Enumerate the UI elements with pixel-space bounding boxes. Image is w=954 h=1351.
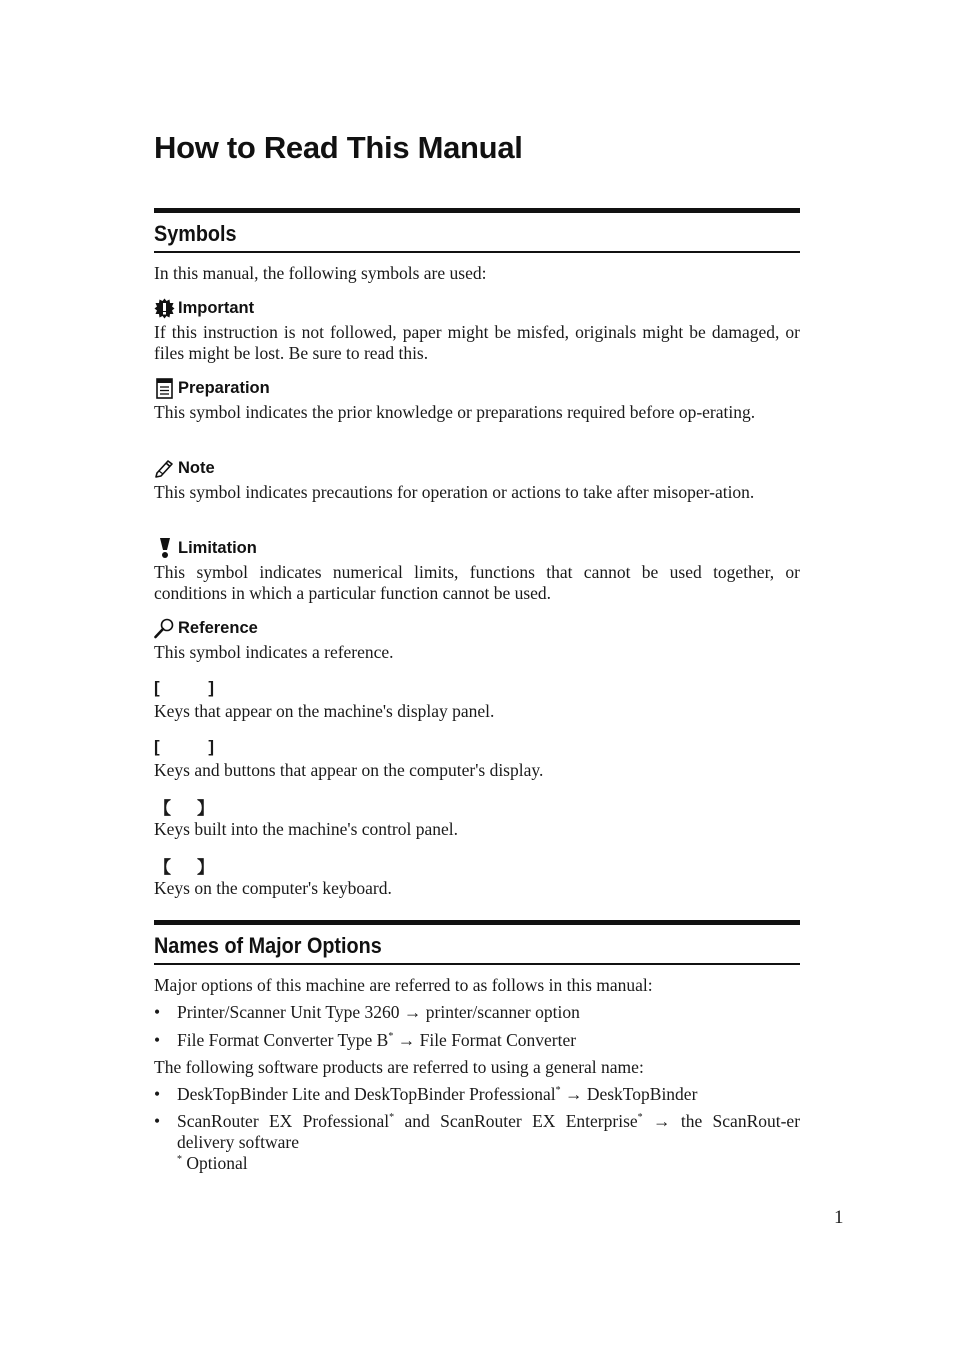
list-item: • Printer/Scanner Unit Type 3260 → printer/scanner option xyxy=(154,1002,580,1022)
bracket-open: [ xyxy=(154,737,160,756)
symbol-description-reference: This symbol indicates a reference. xyxy=(154,642,394,662)
options-section xyxy=(154,920,800,965)
symbol-label-text: Note xyxy=(178,458,215,477)
reference-icon xyxy=(154,617,175,639)
bracket-description: Keys built into the machine's control panel. xyxy=(154,819,458,839)
symbol-label-reference xyxy=(154,617,258,639)
bracket-description: Keys that appear on the machine's display panel. xyxy=(154,701,495,721)
symbol-label-text: Limitation xyxy=(178,538,257,557)
bracket-close: ] xyxy=(208,678,214,697)
symbol-label-text: Preparation xyxy=(178,378,270,397)
symbol-description-preparation: This symbol indicates the prior knowledge or preparations required before op-erating. xyxy=(154,402,756,422)
limitation-icon xyxy=(154,537,175,559)
bracket-control-panel xyxy=(154,796,214,816)
symbol-description-note: This symbol indicates precautions for operation or actions to take after misoper-ation. xyxy=(154,482,755,502)
page-number: 1 xyxy=(834,1207,844,1228)
bullet-mark: • xyxy=(154,1084,161,1104)
bullet-mark: • xyxy=(154,1002,161,1022)
symbol-label-text: Important xyxy=(178,298,255,317)
section-rule-bottom xyxy=(154,251,800,253)
bullet-mark: • xyxy=(154,1111,161,1131)
note-icon xyxy=(154,457,175,479)
software-intro: The following software products are referred to using a general name: xyxy=(154,1057,644,1077)
symbol-description-important: If this instruction is not followed, paper might be misfed, originals might be damaged, or files might be lost. Be sure to read this. xyxy=(154,322,800,363)
bracket-display-panel xyxy=(154,678,214,698)
symbols-intro: In this manual, the following symbols are used: xyxy=(154,263,487,283)
bracket-close: ] xyxy=(208,737,214,756)
list-item: • File Format Converter Type B* → File Format Converter xyxy=(154,1030,577,1050)
symbol-label-text: Reference xyxy=(178,618,258,637)
important-icon xyxy=(154,297,175,319)
bracket-open: 【 xyxy=(154,798,171,818)
symbol-label-important xyxy=(154,297,254,319)
page-title: How to Read This Manual xyxy=(154,130,523,165)
symbol-label-note xyxy=(154,457,215,479)
bracket-open: [ xyxy=(154,678,160,697)
bracket-open: 【 xyxy=(154,857,171,877)
symbol-label-preparation xyxy=(154,377,270,399)
list-item: • ScanRouter EX Professional* and ScanRouter EX Enterprise* → the ScanRout-er delivery software xyxy=(154,1111,801,1152)
preparation-icon xyxy=(154,377,175,399)
bullet-mark: • xyxy=(154,1030,161,1050)
list-item: • DeskTopBinder Lite and DeskTopBinder Professional* → DeskTopBinder xyxy=(154,1084,698,1104)
bracket-close: 】 xyxy=(197,798,214,818)
section-rule-bottom xyxy=(154,963,800,965)
section-heading-symbols: Symbols xyxy=(154,221,237,246)
bracket-description: Keys on the computer's keyboard. xyxy=(154,878,392,898)
bracket-computer-display xyxy=(154,737,214,757)
section-heading-options: Names of Major Options xyxy=(154,933,382,958)
bracket-close: 】 xyxy=(197,857,214,877)
symbol-label-limitation xyxy=(154,537,257,559)
bracket-description: Keys and buttons that appear on the computer's display. xyxy=(154,760,544,780)
options-intro: Major options of this machine are referred to as follows in this manual: xyxy=(154,975,653,995)
bracket-keyboard xyxy=(154,855,214,875)
footnote: * Optional xyxy=(177,1153,248,1173)
symbol-description-limitation: This symbol indicates numerical limits, functions that cannot be used together, or conditions in which a particular function cannot be used. xyxy=(154,562,800,603)
symbols-section xyxy=(154,208,800,253)
